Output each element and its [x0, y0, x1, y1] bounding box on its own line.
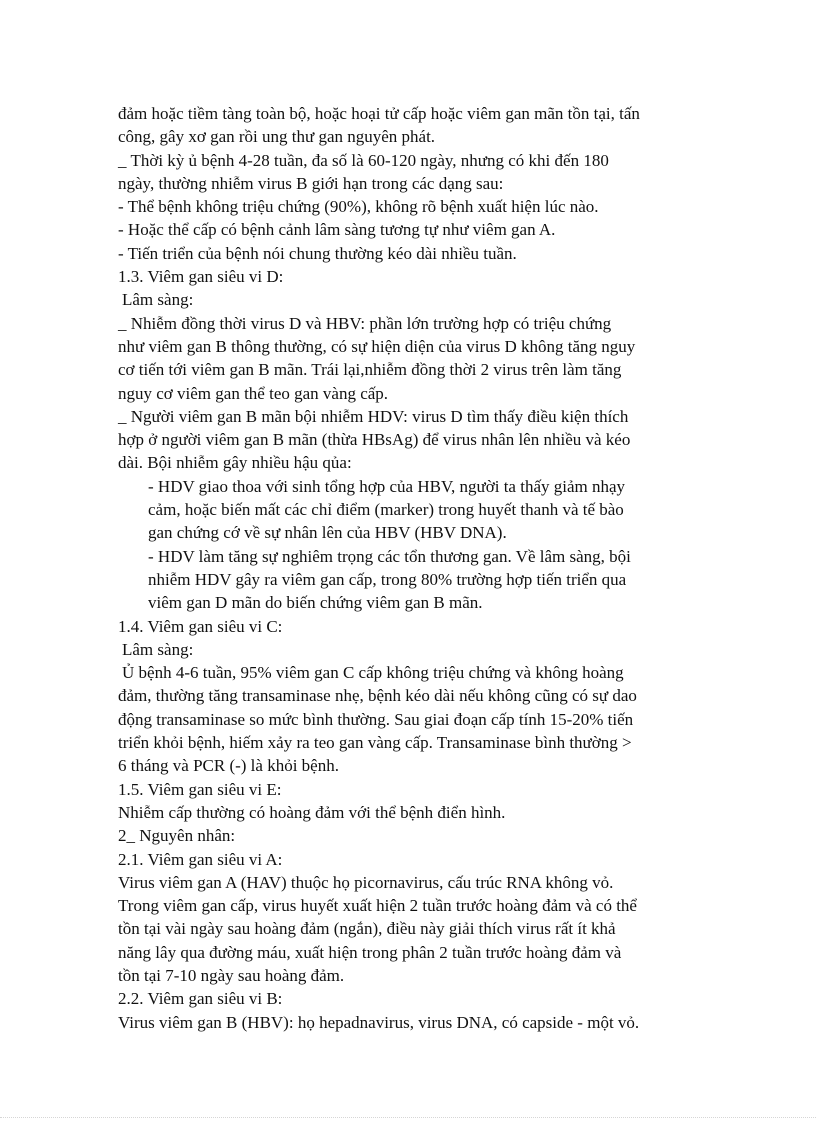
- text-line: _ Người viêm gan B mãn bội nhiễm HDV: virus D tìm thấy điều kiện thích: [118, 406, 629, 426]
- page-bottom-border: [0, 1117, 816, 1118]
- text-line: động transaminase so mức bình thường. Sau giai đoạn cấp tính 15-20% tiến: [118, 709, 634, 729]
- section-heading: 1.3. Viêm gan siêu vi D:: [118, 267, 284, 287]
- text-line: - Tiến triển của bệnh nói chung thường kéo dài nhiều tuần.: [118, 243, 517, 263]
- text-line: Trong viêm gan cấp, virus huyết xuất hiện 2 tuần trước hoàng đảm và có thể: [118, 896, 637, 916]
- text-line: Ủ bệnh 4-6 tuần, 95% viêm gan C cấp không triệu chứng và không hoàng: [122, 663, 624, 683]
- text-line: - Hoặc thể cấp có bệnh cảnh lâm sàng tương tự như viêm gan A.: [118, 220, 556, 240]
- indented-line: - HDV làm tăng sự nghiêm trọng các tổn thương gan. Về lâm sàng, bội: [148, 546, 631, 566]
- text-line: ngày, thường nhiễm virus B giới hạn trong các dạng sau:: [118, 173, 504, 193]
- text-line: như viêm gan B thông thường, có sự hiện diện của virus D không tăng nguy: [118, 336, 636, 356]
- text-line: đảm, thường tăng transaminase nhẹ, bệnh kéo dài nếu không cũng có sự dao: [118, 686, 637, 706]
- text-line: công, gây xơ gan rồi ung thư gan nguyên phát.: [118, 127, 436, 147]
- text-line: - Thể bệnh không triệu chứng (90%), không rõ bệnh xuất hiện lúc nào.: [118, 197, 599, 217]
- text-line: đảm hoặc tiềm tàng toàn bộ, hoặc hoại tử cấp hoặc viêm gan mãn tồn tại, tấn: [118, 104, 640, 123]
- text-line: triển khỏi bệnh, hiếm xảy ra teo gan vàng cấp. Transaminase bình thường >: [118, 733, 632, 753]
- document-body: [118, 102, 718, 1034]
- indented-line: gan chứng cớ về sự nhân lên của HBV (HBV DNA).: [148, 523, 507, 543]
- text-line: cơ tiến tới viêm gan B mãn. Trái lại,nhiễm đồng thời 2 virus trên làm tăng: [118, 360, 622, 380]
- indented-line: - HDV giao thoa với sinh tổng hợp của HBV, người ta thấy giảm nhạy: [148, 476, 626, 496]
- section-heading: 2_ Nguyên nhân:: [118, 826, 236, 846]
- text-line: dài. Bội nhiễm gây nhiều hậu qủa:: [118, 453, 352, 473]
- section-heading: 2.2. Viêm gan siêu vi B:: [118, 989, 283, 1009]
- text-line: năng lây qua đường máu, xuất hiện trong phân 2 tuần trước hoàng đảm và: [118, 942, 622, 962]
- text-line: nguy cơ viêm gan thể teo gan vàng cấp.: [118, 383, 389, 403]
- text-line: _ Nhiễm đồng thời virus D và HBV: phần lớn trường hợp có triệu chứng: [118, 313, 612, 333]
- text-line: Virus viêm gan A (HAV) thuộc họ picornavirus, cấu trúc RNA không vỏ.: [118, 872, 614, 892]
- text-line: 6 tháng và PCR (-) là khỏi bệnh.: [118, 756, 339, 776]
- subheading: Lâm sàng:: [122, 290, 194, 310]
- text-line: Virus viêm gan B (HBV): họ hepadnavirus, virus DNA, có capside - một vỏ.: [118, 1012, 640, 1032]
- text-line: Nhiễm cấp thường có hoàng đảm với thể bệnh điển hình.: [118, 802, 506, 822]
- indented-line: cảm, hoặc biến mất các chỉ điểm (marker) trong huyết thanh và tế bào: [148, 500, 624, 520]
- section-heading: 1.4. Viêm gan siêu vi C:: [118, 616, 283, 636]
- text-line: tồn tại 7-10 ngày sau hoàng đảm.: [118, 965, 345, 985]
- text-line: _ Thời kỳ ủ bệnh 4-28 tuần, đa số là 60-120 ngày, nhưng có khi đến 180: [118, 150, 609, 170]
- text-line: tồn tại vài ngày sau hoàng đảm (ngắn), điều này giải thích virus rất ít khả: [118, 919, 616, 939]
- indented-line: viêm gan D mãn do biến chứng viêm gan B mãn.: [148, 593, 483, 613]
- section-heading: 1.5. Viêm gan siêu vi E:: [118, 779, 282, 799]
- text-line: hợp ở người viêm gan B mãn (thừa HBsAg) để virus nhân lên nhiều và kéo: [118, 430, 631, 450]
- indented-line: nhiễm HDV gây ra viêm gan cấp, trong 80% trường hợp tiến triển qua: [148, 569, 627, 589]
- subheading: Lâm sàng:: [122, 639, 194, 659]
- section-heading: 2.1. Viêm gan siêu vi A:: [118, 849, 283, 869]
